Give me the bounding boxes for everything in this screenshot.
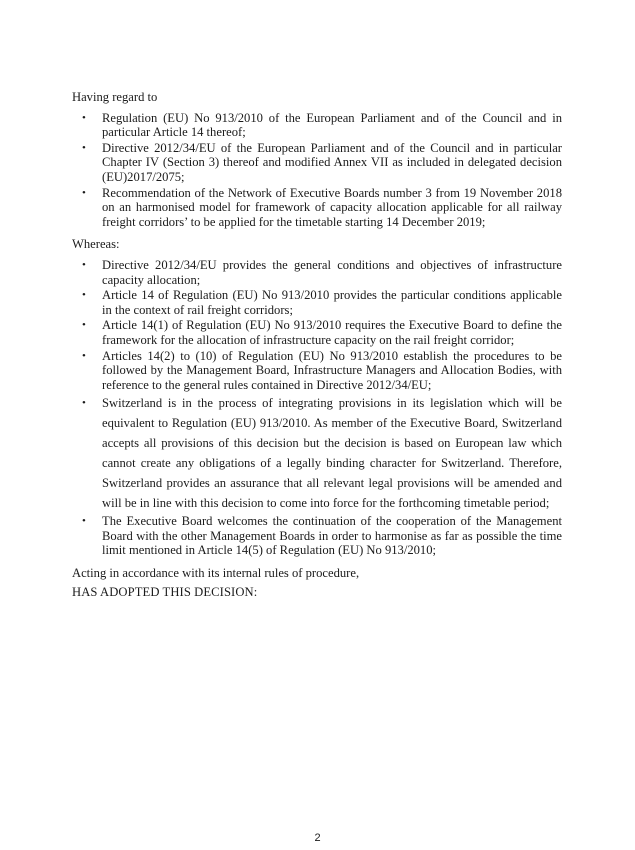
bullet-icon: • [82, 186, 86, 199]
whereas-heading: Whereas: [72, 237, 120, 252]
whereas-item-articles-14-2-10: • Articles 14(2) to (10) of Regulation (EU) No 913/2010 establish the procedures to be followed by the Management Board, Infrastructure Managers and Allocation Bodies, with reference to the general rules contained in Directive 2012/34/EU; [82, 348, 562, 392]
whereas-item-cooperation: • The Executive Board welcomes the continuation of the cooperation of the Management Board with the other Management Boards in order to harmonise as far as possible the time limit mentioned in Article 14(5) of Regulation (EU) No 913/2010; [82, 514, 562, 558]
regard-item-directive: • Directive 2012/34/EU of the European Parliament and of the Council and in particular Chapter IV (Section 3) thereof and modified Annex VII as included in delegated decision (EU)2017/2075; [82, 140, 562, 184]
regard-item-recommendation: • Recommendation of the Network of Executive Boards number 3 from 19 November 2018 on an harmonised model for framework of capacity allocation applicable for all railway freight corridors’ to be applied for the timetable starting 14 December 2019; [82, 185, 562, 229]
document-body [72, 90, 562, 599]
bullet-icon: • [82, 111, 86, 124]
bullet-icon: • [82, 515, 86, 528]
whereas-item-article-14: • Article 14 of Regulation (EU) No 913/2010 provides the particular conditions applicable in the context of rail freight corridors; [82, 288, 562, 317]
page-number: 2 [314, 832, 321, 844]
whereas-item-switzerland: • Switzerland is in the process of integrating provisions in its legislation which will be equivalent to Regulation (EU) 913/2010. As member of the Executive Board, Switzerland accepts all provisions of this decision but the decision is based on European law which cannot create any obligations of a legally binding character for Switzerland. Therefore, Switzerland provides an assurance that all relevant legal provisions will be amended and will be in line with this decision to come into force for the forthcoming timetable period; [72, 393, 562, 513]
regard-item-regulation: • Regulation (EU) No 913/2010 of the European Parliament and of the Council and in particular Article 14 thereof; [82, 110, 562, 140]
adoption-statement: HAS ADOPTED THIS DECISION: [72, 584, 258, 599]
bullet-icon: • [82, 289, 86, 302]
bullet-icon: • [82, 349, 86, 362]
bullet-icon: • [82, 141, 86, 154]
bullet-icon: • [82, 397, 86, 410]
bullet-icon: • [82, 319, 86, 332]
whereas-item-article-14-1: • Article 14(1) of Regulation (EU) No 913/2010 requires the Executive Board to define the framework for the allocation of infrastructure capacity on the rail freight corridor; [82, 318, 562, 347]
whereas-item-directive: • Directive 2012/34/EU provides the general conditions and objectives of infrastructure capacity allocation; [82, 257, 562, 287]
closing-statement: Acting in accordance with its internal rules of procedure, [72, 566, 360, 581]
whereas-list [72, 258, 562, 558]
bullet-icon: • [82, 258, 86, 271]
regard-list [72, 111, 562, 230]
having-regard-heading: Having regard to [72, 90, 158, 104]
